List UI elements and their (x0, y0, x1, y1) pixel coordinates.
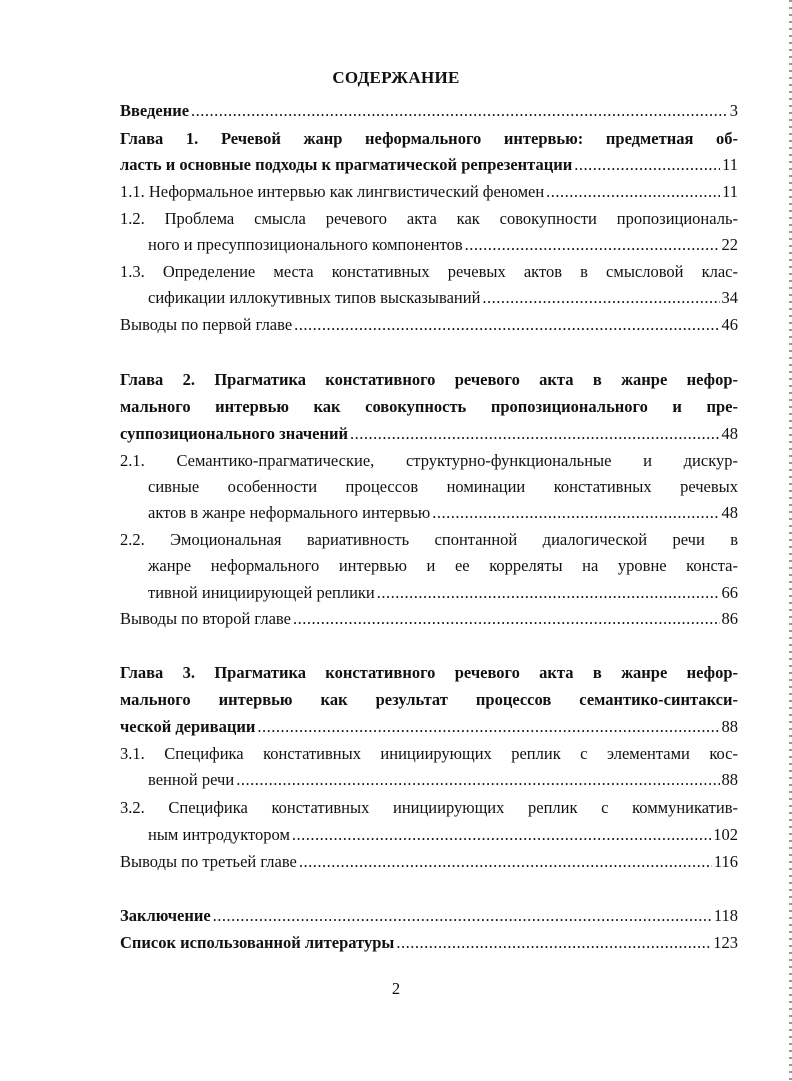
toc-section-1-2-cont[interactable] (120, 234, 738, 256)
toc-chapter-2-cont[interactable] (120, 396, 738, 418)
toc-entry-text: 2.2. Эмоциональная вариативность спонтанной диалогической речи в (120, 530, 738, 549)
toc-page-number: 46 (721, 315, 738, 334)
toc-entry-text: 1.1. Неформальное интервью как лингвистический феномен (120, 182, 545, 201)
leader-dots (191, 100, 728, 122)
toc-chapter-3-cont-2[interactable] (120, 716, 738, 738)
toc-entry-intro[interactable] (120, 100, 738, 122)
toc-entry-text: Глава 1. Речевой жанр неформального интервью: предметная об- (120, 129, 738, 148)
toc-page-number: 3 (729, 101, 738, 120)
toc-section-1-3[interactable] (120, 261, 738, 283)
leader-dots (292, 824, 711, 846)
toc-section-2-1[interactable] (120, 450, 738, 472)
toc-entry-text: Выводы по второй главе (120, 609, 291, 628)
toc-page-number: 22 (721, 235, 738, 254)
toc-entry-text: тивной инициирующей реплики (148, 583, 375, 602)
toc-conclusion-ch1[interactable] (120, 314, 738, 336)
toc-section-2-2[interactable] (120, 529, 738, 551)
toc-entry-text: Введение (120, 101, 190, 120)
toc-page-number: 86 (721, 609, 738, 628)
toc-chapter-1[interactable] (120, 128, 738, 150)
toc-chapter-2[interactable] (120, 369, 738, 391)
toc-section-2-2-cont-2[interactable] (120, 582, 738, 604)
toc-section-3-1[interactable] (120, 743, 738, 765)
toc-chapter-3[interactable] (120, 662, 738, 684)
toc-page-number: 48 (721, 503, 738, 522)
toc-page-number: 48 (721, 424, 738, 443)
toc-page-number: 88 (721, 770, 738, 789)
toc-page-number: 34 (721, 288, 738, 307)
toc-section-3-1-cont[interactable] (120, 769, 738, 791)
leader-dots (236, 769, 719, 791)
toc-entry-text: ласть и основные подходы к прагматической репрезентации (120, 155, 573, 174)
toc-section-2-1-cont-2[interactable] (120, 502, 738, 524)
toc-page-number: 116 (713, 852, 738, 871)
toc-entry-text: актов в жанре неформального интервью (148, 503, 431, 522)
leader-dots (574, 154, 720, 176)
toc-section-3-2[interactable] (120, 797, 738, 819)
leader-dots (257, 716, 719, 738)
toc-entry-text: мального интервью как совокупность пропозиционального и пре- (120, 397, 738, 416)
toc-section-2-1-cont[interactable] (120, 476, 738, 498)
page-title: СОДЕРЖАНИЕ (332, 68, 460, 87)
toc-entry-text: Выводы по первой главе (120, 315, 293, 334)
leader-dots (293, 608, 720, 630)
toc-entry-conclusion[interactable] (120, 905, 738, 927)
toc-page-number: 118 (713, 906, 738, 925)
toc-section-2-2-cont[interactable] (120, 555, 738, 577)
leader-dots (465, 234, 720, 256)
toc-entry-text: Список использованной литературы (120, 933, 395, 952)
leader-dots (482, 287, 719, 309)
toc-entry-text: суппозиционального значений (120, 424, 348, 443)
toc-entry-text: жанре неформального интервью и ее корреляты на уровне конста- (148, 556, 738, 575)
toc-entry-text: 2.1. Семантико-прагматические, структурно-функциональные и дискур- (120, 451, 738, 470)
toc-entry-text: 1.3. Определение места констативных речевых актов в смысловой клас- (120, 262, 738, 281)
leader-dots (546, 181, 720, 203)
toc-entry-text: 3.1. Специфика констативных инициирующих реплик с элементами кос- (120, 744, 738, 763)
toc-conclusion-ch3[interactable] (120, 851, 738, 873)
toc-entry-references[interactable] (120, 932, 738, 954)
toc-entry-text: 1.2. Проблема смысла речевого акта как совокупности пропозициональ- (120, 209, 738, 228)
page-number: 2 (391, 979, 401, 998)
toc-entry-text: мального интервью как результат процессов семантико-синтакси- (120, 690, 738, 709)
toc-entry-text: ческой деривации (120, 717, 256, 736)
toc-chapter-1-cont[interactable] (120, 154, 738, 176)
toc-chapter-3-cont[interactable] (120, 689, 738, 711)
toc-section-3-2-cont[interactable] (120, 824, 738, 846)
toc-entry-text: Заключение (120, 906, 211, 925)
leader-dots (377, 582, 720, 604)
toc-entry-text: венной речи (148, 770, 235, 789)
leader-dots (294, 314, 719, 336)
toc-page-number: 123 (713, 933, 738, 952)
leader-dots (396, 932, 711, 954)
leader-dots (432, 502, 719, 524)
toc-entry-text: ного и пресуппозиционального компонентов (148, 235, 463, 254)
toc-page-number: 102 (713, 825, 738, 844)
toc-entry-text: 3.2. Специфика констативных инициирующих реплик с коммуникатив- (120, 798, 738, 817)
toc-entry-text: ным интродуктором (148, 825, 290, 844)
toc-section-1-3-cont[interactable] (120, 287, 738, 309)
leader-dots (213, 905, 712, 927)
leader-dots (299, 851, 712, 873)
toc-entry-text: сификации иллокутивных типов высказываний (148, 288, 481, 307)
toc-section-1-1[interactable] (120, 181, 738, 203)
toc-entry-text: сивные особенности процессов номинации констативных речевых (148, 477, 738, 496)
toc-conclusion-ch2[interactable] (120, 608, 738, 630)
toc-page-number: 66 (721, 583, 738, 602)
toc-chapter-2-cont-2[interactable] (120, 423, 738, 445)
toc-page-number: 11 (722, 182, 738, 201)
toc-entry-text: Глава 3. Прагматика констативного речевого акта в жанре нефор- (120, 663, 738, 682)
toc-page-number: 11 (722, 155, 738, 174)
toc-entry-text: Глава 2. Прагматика констативного речевого акта в жанре нефор- (120, 370, 738, 389)
toc-section-1-2[interactable] (120, 208, 738, 230)
toc-entry-text: Выводы по третьей главе (120, 852, 297, 871)
toc-page-number: 88 (721, 717, 738, 736)
leader-dots (350, 423, 720, 445)
